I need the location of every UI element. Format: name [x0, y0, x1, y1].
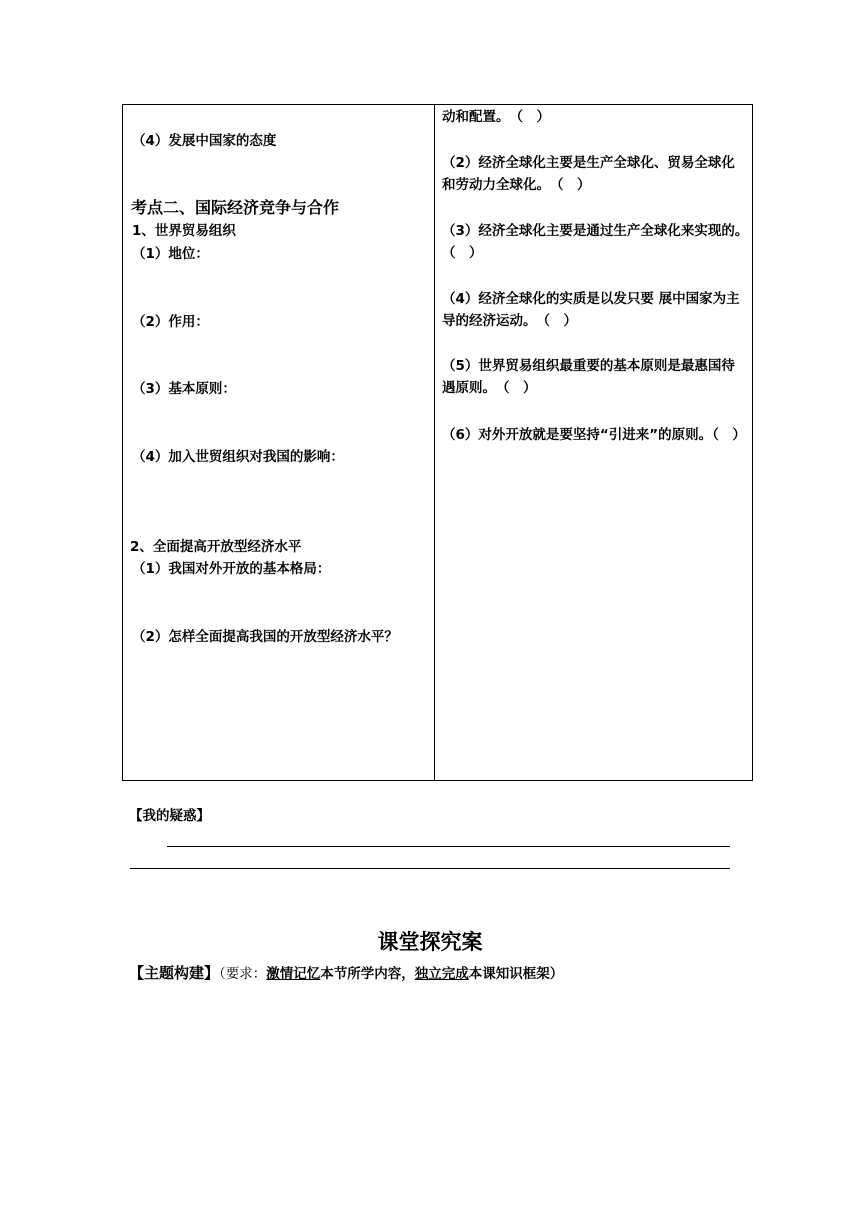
requirement-underlined-memorize: 激情记忆	[266, 966, 321, 982]
my-doubts-label: 【我的疑惑】	[129, 808, 210, 824]
true-false-q4: （4）经济全球化的实质是以发只要 展中国家为主导的经济运动。 （ ）	[442, 291, 740, 329]
theme-construction-label: 【主题构建】	[129, 964, 220, 982]
true-false-q2: （2）经济全球化主要是生产全球化、贸易全球化和劳动力全球化。 （ ）	[442, 155, 735, 193]
wto-impact-on-china: （4）加入世贸组织对我国的影响：	[132, 449, 344, 465]
item-developing-countries-attitude: （4）发展中国家的态度	[132, 133, 277, 149]
requirement-close: 本课知识框架）	[468, 966, 564, 982]
requirement-open: （要求：	[219, 966, 267, 982]
true-false-q3: （3）经济全球化主要是通过生产全球化来实现的。 （ ）	[442, 223, 756, 261]
true-false-q6: （6）对外开放就是要坚持“引进来”的原则。（ ）	[442, 427, 746, 443]
doubts-answer-line-2	[130, 868, 730, 869]
study-table	[122, 104, 756, 781]
section-2-title: 考点二、国际经济竞争与合作	[131, 198, 340, 217]
wto-role: （2）作用：	[132, 314, 209, 330]
doubts-answer-line-1	[167, 846, 730, 847]
wto-status: （1）地位：	[132, 246, 209, 262]
opening-basic-pattern: （1）我国对外开放的基本格局：	[132, 561, 331, 577]
wto-basic-principle: （3）基本原则：	[132, 381, 236, 397]
requirement-middle: 本节所学内容，	[320, 966, 415, 982]
column-divider	[434, 105, 435, 780]
true-false-q5: （5）世界贸易组织最重要的基本原则是最惠国待遇原则。 （ ）	[442, 358, 735, 396]
open-economy-heading: 2、全面提高开放型经济水平	[130, 539, 302, 555]
how-to-raise-open-economy: （2）怎样全面提高我国的开放型经济水平？	[132, 629, 398, 645]
true-false-q1-tail: 动和配置。 （ ）	[442, 109, 550, 125]
wto-heading: 1、世界贸易组织	[132, 223, 236, 239]
requirement-underlined-independent: 独立完成	[414, 966, 469, 982]
classroom-inquiry-title: 课堂探究案	[377, 930, 483, 954]
theme-construction-line	[129, 962, 563, 985]
